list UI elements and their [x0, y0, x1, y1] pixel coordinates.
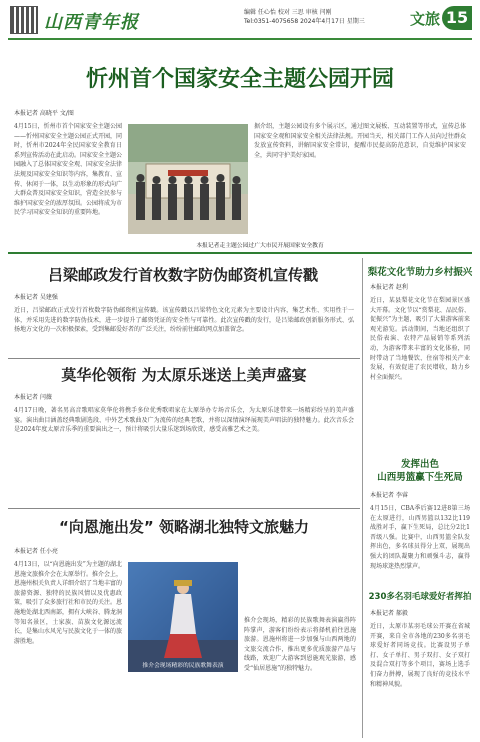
article-byline: 本报记者 闫薇 [14, 394, 52, 401]
article-headline: 吕梁邮政发行首枚数字防伪邮资机宣传戳 [47, 266, 318, 284]
newspaper-logo: 山西青年报 [44, 12, 139, 33]
edition-meta [244, 8, 414, 26]
side-body: 4月15日，CBA季后赛12进8第三场在太原进行，山西男篮以132比119战胜对手，赢下生死局，总比分2比1晋级八强。比赛中，山西男篮全队发挥出色，多名球员得分上双，展现出强大的团队凝聚力和顽强斗志，赢得现场球迷热烈掌声。 [370, 505, 470, 570]
main-body-left: 4月15日，忻州市首个国家安全主题公园——忻州国家安全主题公园正式开园，同时，忻州市2024年全民国家安全教育日系列宣传活动在此启动。国家安全主题公园融入了总体国家安全观、国家安全法律法规及国家安全知识等内容，集教育、宣传、休闲于一体，以生动形象的形式向广大群众普及国家安全知识，营造全民参与维护国家安全的浓厚氛围。公园将成为市民学习国家安全知识的重要阵地。 [14, 123, 122, 217]
article-headline: “向恩施出发” 领略湖北独特文旅魅力 [59, 518, 309, 536]
side-headline-line2: 山西男篮赢下生死局 [377, 472, 463, 483]
main-photo-caption: 本报记者走主题公园过广大市民开展国家安全教育 [196, 243, 324, 249]
qr-code-icon [10, 6, 38, 34]
column-rule [362, 258, 363, 738]
editor-line: 编辑 任心怡 校对 三思 审核 闫刚 [244, 9, 332, 16]
article-headline: 莫华伦领衔 为太原乐迷送上美声盛宴 [61, 366, 307, 384]
divider-line [8, 358, 360, 359]
side-body: 近日，太原市某羽毛球公开赛在省城开赛，来自全市各地的230多名羽毛球爱好者同场竞技。比赛设男子单打、女子单打、男子双打、女子双打及混合双打等多个项目，赛场上选手们奋力拼搏，展现了良好的竞技水平和精神风貌。 [370, 623, 470, 688]
main-byline: 本报记者 高晓平 文/图 [14, 110, 74, 117]
side-headline-line1: 发挥出色 [400, 459, 439, 470]
page-number: 15 [442, 6, 472, 30]
masthead [8, 4, 472, 40]
side-byline: 本报记者 赵利 [370, 284, 408, 291]
main-body-right: 据介绍，主题公园设有多个展示区，通过图文展板、互动装置等形式，宣传总体国家安全观和国家安全相关法律法规。开园当天，相关部门工作人员向过往群众发放宣传资料，讲解国家安全常识，提醒市民提高防范意识，自觉维护国家安全，共同守护美好家园。 [254, 123, 466, 159]
divider-line [8, 508, 360, 509]
main-headline: 忻州首个国家安全主题公园开园 [85, 67, 394, 92]
article-byline: 本报记者 任小亮 [14, 548, 58, 555]
date-line: Tel:0351-4075658 2024年4月17日 星期三 [244, 18, 365, 25]
section-name: 文旅 [410, 10, 441, 28]
article-body-continued: 推介会现场，精彩的民族歌舞表演赢得阵阵掌声，游客们纷纷表示将择机前往恩施旅游。恩施州将进一步加强与山西两地的文旅交流合作，推出更多优质旅游产品与线路，欢迎广大游客到恩施观光旅游，感受“仙居恩施”的独特魅力。 [244, 617, 356, 672]
article-body: 近日，吕梁邮政正式发行首枚数字防伪邮资机宣传戳。该宣传戳以吕梁特色文化元素为主要设计内容，集艺术性、实用性于一体，并采用先进的数字防伪技术，进一步提升了邮资凭证的安全性与可靠性。此次宣传戳的发行，是吕梁邮政创新服务形式、弘扬地方文化的一次积极探索，受到集邮爱好者的广泛关注，纷纷前往邮政网点加盖留念。 [14, 307, 354, 334]
article-body: 4月13日，以“向恩施出发”为主题的湖北恩施文旅推介会在太原举行。推介会上，恩施州相关负责人详细介绍了当地丰富的旅游资源、独特的民族风情以及优惠政策，吸引了众多旅行社和市民的关注。恩施地处湖北西南部，拥有大峡谷、腾龙洞等知名景区，土家族、苗族文化源远流长，是集山水风光与民族文化于一体的旅游胜地。 [14, 561, 122, 645]
park-opening-photo [128, 124, 248, 234]
side-headline: 230多名羽毛球爱好者挥拍 [368, 592, 472, 602]
side-byline: 本报记者 郝毅 [370, 610, 408, 617]
article-body: 4月17日晚，著名男高音歌唱家莫华伦将携手多位优秀歌唱家在太原举办专场音乐会，为太原乐迷带来一场精彩纷呈的美声盛宴。演出曲目涵盖经典歌剧选段、中外艺术歌曲及广为流传的经典老歌，并将以深情演绎展现美声唱法的独特魅力。此次音乐会是2024年度太原音乐季的重要演出之一，预计将吸引大量乐迷到场欣赏，感受高雅艺术之美。 [14, 407, 354, 434]
side-byline: 本报记者 李睿 [370, 492, 408, 499]
dance-performance-photo [128, 562, 238, 672]
side-headline: 梨花文化节助力乡村振兴 [367, 267, 473, 278]
side-headline [366, 458, 474, 484]
side-body: 近日，某县梨花文化节在梨园景区盛大开幕。文化节以“赏梨花、品民俗、促振兴”为主题，吸引了大量游客前来观光游览。活动期间，当地还组织了民俗表演、农特产品展销等系列活动，为游客带来丰富的文化体验，同时带动了当地餐饮、住宿等相关产业发展，有效促进了农民增收，助力乡村全面振兴。 [370, 297, 470, 381]
article-byline: 本报记者 吴建强 [14, 294, 58, 301]
performance-photo-caption: 推介会现场精彩的民族歌舞表演 [142, 663, 224, 669]
divider-rule [8, 252, 472, 254]
